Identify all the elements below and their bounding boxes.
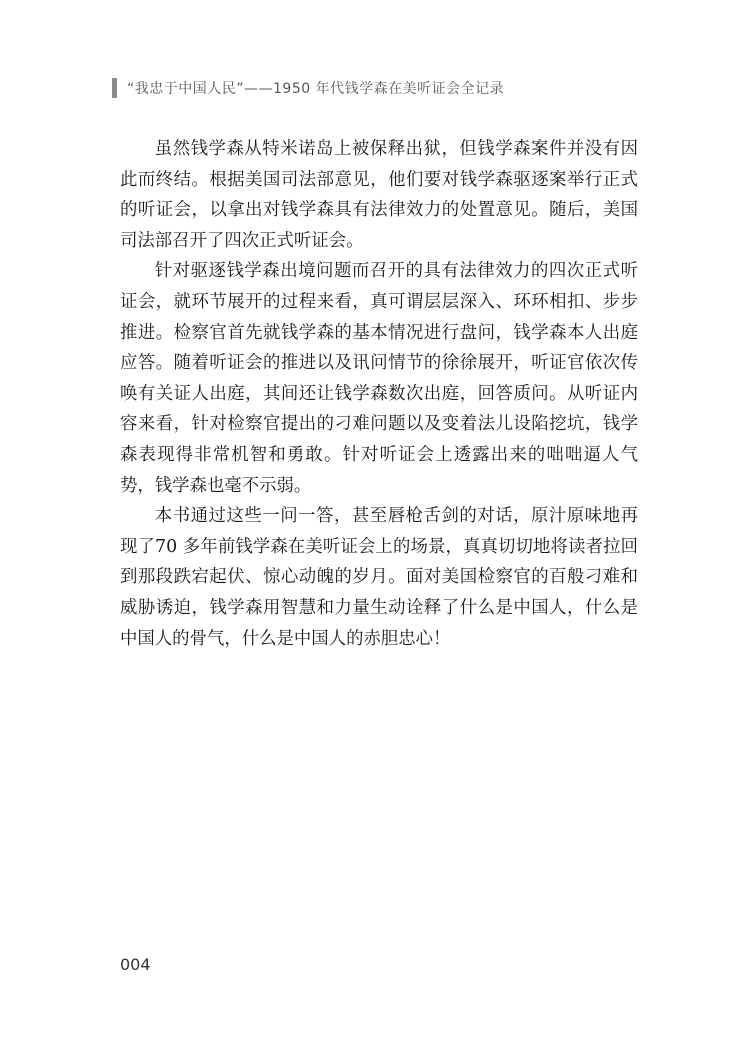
header-marker-bar xyxy=(112,78,117,98)
running-header xyxy=(112,78,504,98)
header-title: “我忠于中国人民”——1950 年代钱学森在美听证会全记录 xyxy=(127,81,505,97)
paragraph-2: 针对驱逐钱学森出境问题而召开的具有法律效力的四次正式听证会，就环节展开的过程来看，真可谓层层深入、环环相扣、步步推进。检察官首先就钱学森的基本情况进行盘问，钱学森本人出庭应答。随着听证会的推进以及讯问情节的徐徐展开，听证官依次传唤有关证人出庭，其间还让钱学森数次出庭，回答质问。从听证内容来看，针对检察官提出的刁难问题以及变着法儿设陷挖坑，钱学森表现得非常机智和勇敢。针对听证会上透露出来的咄咄逼人气势，钱学森也毫不示弱。 xyxy=(120,261,638,496)
body-text xyxy=(120,134,638,654)
page-number: 004 xyxy=(120,955,151,974)
paragraph-1: 虽然钱学森从特米诺岛上被保释出狱，但钱学森案件并没有因此而终结。根据美国司法部意见，他们要对钱学森驱逐案举行正式的听证会，以拿出对钱学森具有法律效力的处置意见。随后，美国司法部召开了四次正式听证会。 xyxy=(120,139,638,251)
paragraph-3: 本书通过这些一问一答，甚至唇枪舌剑的对话，原汁原味地再现了70 多年前钱学森在美听证会上的场景，真真切切地将读者拉回到那段跌宕起伏、惊心动魄的岁月。面对美国检察官的百般刁难和威胁诱迫，钱学森用智慧和力量生动诠释了什么是中国人，什么是中国人的骨气，什么是中国人的赤胆忠心！ xyxy=(120,506,638,649)
